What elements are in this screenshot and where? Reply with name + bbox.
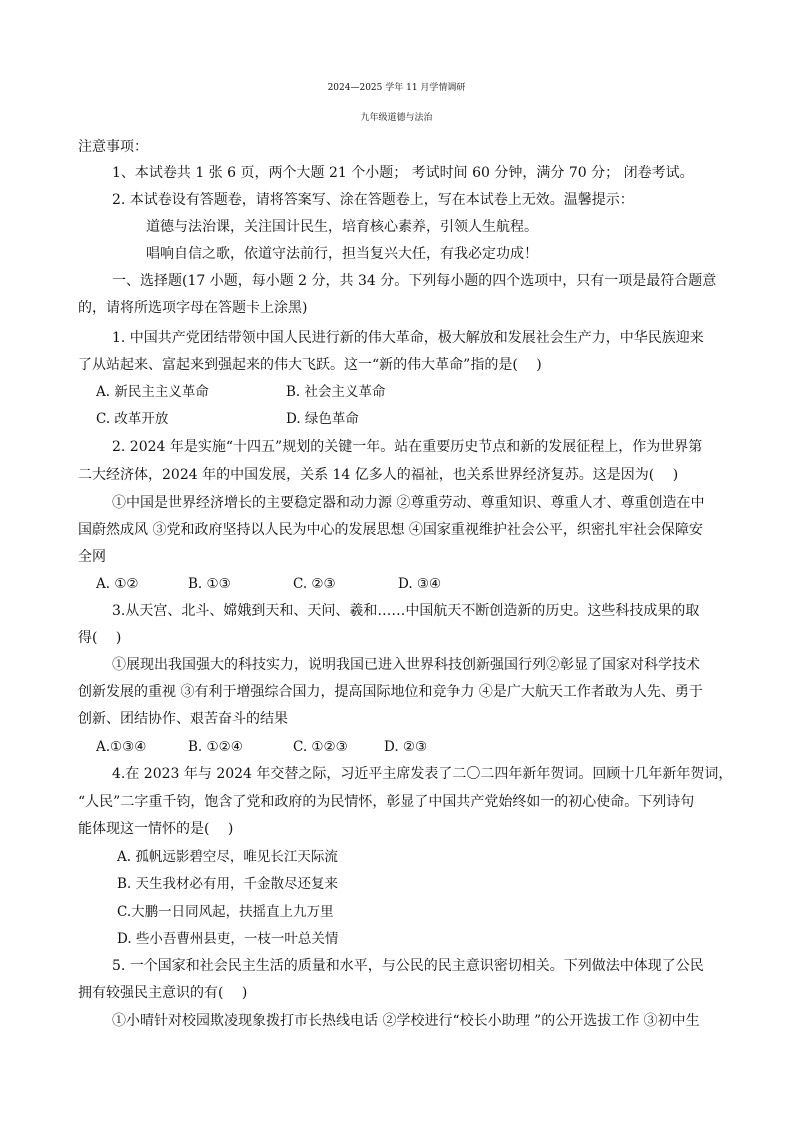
q2-option-a: A. ①② — [96, 576, 139, 592]
q2-option-b: B. ①③ — [188, 576, 231, 592]
q2-line-2: 二大经济体，2024 年的中国发展，关系 14 亿多人的福祉，也关系世界经济复苏。这是因为( ) — [78, 467, 679, 483]
q2-option-c: C. ②③ — [293, 576, 336, 592]
q3-line-4: 创新发展的重视 ③有利于增强综合国力，提高国际地位和竞争力 ④是广大航天工作者敢为人先、勇于 — [78, 684, 703, 700]
q2-line-1: 2. 2024 年是实施“十四五”规划的关键一年。站在重要历史节点和新的发展征程上，作为世界第 — [112, 439, 703, 455]
q1-option-d: D. 绿色革命 — [286, 411, 359, 427]
q3-line-2: 得( ) — [78, 630, 122, 646]
q4-option-d: D. 些小吾曹州县吏，一枝一叶总关情 — [117, 931, 339, 947]
q5-line-2: 拥有较强民主意识的有( ) — [78, 985, 248, 1001]
exam-subject: 九年级道德与法治 — [360, 113, 433, 123]
notice-item-1: 1、本试卷共 1 张 6 页，两个大题 21 个小题； 考试时间 60 分钟，满分 70 分； 闭卷考试。 — [112, 165, 694, 181]
section-intro-line-2: 的，请将所选项字母在答题卡上涂黑) — [78, 300, 308, 316]
q3-line-5: 创新、团结协作、艰苦奋斗的结果 — [78, 711, 288, 727]
q5-line-1: 5. 一个国家和社会民主生活的质量和水平，与公民的民主意识密切相关。下列做法中体现了公民 — [112, 958, 704, 974]
q1-line-1: 1. 中国共产党团结带领中国人民进行新的伟大革命，极大解放和发展社会生产力，中华民族迎来 — [112, 330, 704, 346]
q3-option-d: D. ②③ — [384, 739, 428, 755]
q4-line-2: “人民”二字重千钧，饱含了党和政府的为民情怀，彰显了中国共产党始终如一的初心使命。下列诗句 — [78, 794, 695, 810]
q2-line-5: 全网 — [78, 549, 106, 565]
q1-option-b: B. 社会主义革命 — [286, 384, 386, 400]
q4-option-c: C.大鹏一日同风起，扶摇直上九万里 — [117, 904, 334, 920]
q1-line-2: 了从站起来、富起来到强起来的伟大飞跃。这一“新的伟大革命”指的是( ) — [78, 357, 542, 373]
q3-line-3: ①展现出我国强大的科技实力，说明我国已进入世界科技创新强国行列②彰显了国家对科学技术 — [112, 657, 700, 673]
q3-line-1: 3.从天宫、北斗、嫦娥到天和、天问、羲和……中国航天不断创造新的历史。这些科技成果的取 — [112, 603, 700, 619]
q2-line-4: 国蔚然成风 ③党和政府坚持以人民为中心的发展思想 ④国家重视维护社会公平，织密扎牢社会保障安 — [78, 522, 703, 538]
q2-line-3: ①中国是世界经济增长的主要稳定器和动力源 ②尊重劳动、尊重知识、尊重人才、尊重创造在中 — [112, 495, 705, 511]
q5-line-3: ①小晴针对校园欺凌现象拨打市长热线电话 ②学校进行“校长小助理 ”的公开选拔工作 ③初中生 — [112, 1013, 700, 1029]
notice-tip-1: 道德与法治课，关注国计民生，培育核心素养，引领人生航程。 — [146, 219, 538, 235]
q2-option-d: D. ③④ — [398, 576, 442, 592]
q4-line-1: 4.在 2023 年与 2024 年交替之际，习近平主席发表了二〇二四年新年贺词。回顾十几年新年贺词， — [112, 766, 733, 782]
section-intro-line-1: 一、选择题(17 小题，每小题 2 分，共 34 分。下列每小题的四个选项中，只有一项是最符合题意 — [112, 273, 717, 289]
notice-tip-2: 唱响自信之歌，依道守法前行，担当复兴大任，有我必定功成！ — [146, 246, 538, 262]
q3-option-c: C. ①②③ — [293, 739, 348, 755]
notice-heading: 注意事项： — [78, 139, 148, 155]
q1-option-c: C. 改革开放 — [96, 411, 169, 427]
q4-option-b: B. 天生我材必有用，千金散尽还复来 — [117, 876, 339, 892]
exam-title: 2024—2025 学年 11 月学情调研 — [327, 83, 466, 93]
notice-item-2: 2. 本试卷设有答题卷，请将答案写、涂在答题卷上，写在本试卷上无效。温馨提示： — [112, 192, 634, 208]
q3-option-b: B. ①②④ — [188, 739, 243, 755]
q4-line-3: 能体现这一情怀的是( ) — [78, 821, 234, 837]
q4-option-a: A. 孤帆远影碧空尽，唯见长江天际流 — [117, 849, 338, 865]
q1-option-a: A. 新民主主义革命 — [96, 384, 209, 400]
q3-option-a: A.①③④ — [96, 739, 147, 755]
